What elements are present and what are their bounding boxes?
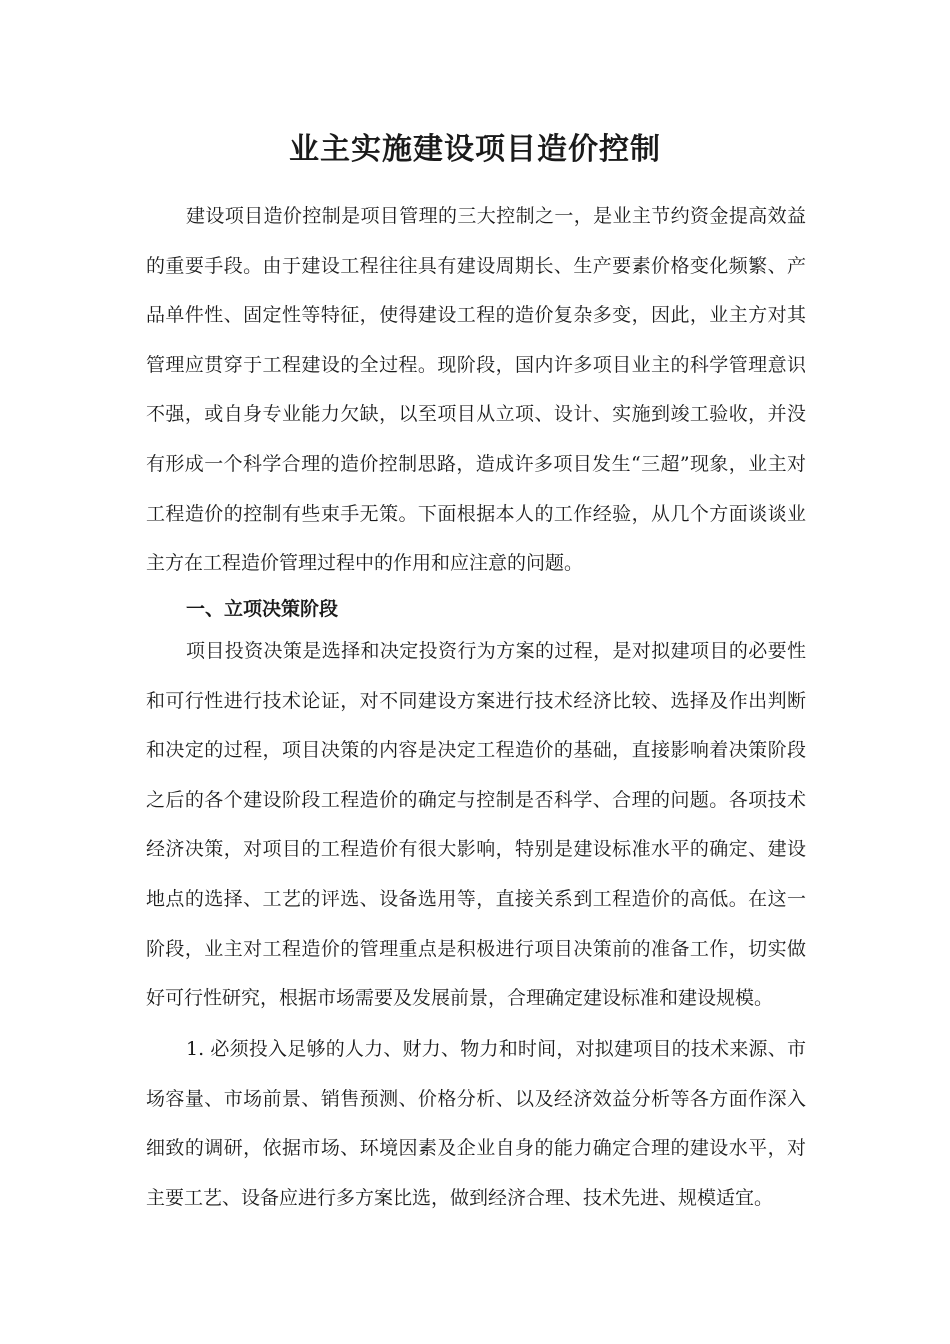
section-heading: 一、立项决策阶段: [186, 598, 339, 620]
document-title: 业主实施建设项目造价控制: [289, 132, 661, 167]
intro-paragraph: 建设项目造价控制是项目管理的三大控制之一，是业主节约资金提高效益的重要手段。由于建设工程往往具有建设周期长、生产要素价格变化频繁、产品单件性、固定性等特征，使得建设工程的造价复杂多变，因此，业主方对其管理应贯穿于工程建设的全过程。现阶段，国内许多项目业主的科学管理意识不强，或自身专业能力欠缺，以至项目从立项、设计、实施到竣工验收，并没有形成一个科学合理的造价控制思路，造成许多项目发生“三超”现象，业主对工程造价的控制有些束手无策。下面根据本人的工作经验，从几个方面谈谈业主方在工程造价管理过程中的作用和应注意的问题。: [146, 205, 806, 575]
decision-stage-paragraph: 项目投资决策是选择和决定投资行为方案的过程，是对拟建项目的必要性和可行性进行技术论证，对不同建设方案进行技术经济比较、选择及作出判断和决定的过程，项目决策的内容是决定工程造价的基础，直接影响着决策阶段之后的各个建设阶段工程造价的确定与控制是否科学、合理的问题。各项技术经济决策，对项目的工程造价有很大影响，特别是建设标准水平的确定、建设地点的选择、工艺的评选、设备选用等，直接关系到工程造价的高低。在这一阶段，业主对工程造价的管理重点是积极进行项目决策前的准备工作，切实做好可行性研究，根据市场需要及发展前景，合理确定建设标准和建设规模。: [146, 640, 806, 1010]
numbered-item-paragraph: 1. 必须投入足够的人力、财力、物力和时间，对拟建项目的技术来源、市场容量、市场前景、销售预测、价格分析、以及经济效益分析等各方面作深入细致的调研，依据市场、环境因素及企业自身的能力确定合理的建设水平，对主要工艺、设备应进行多方案比选，做到经济合理、技术先进、规模适宜。: [146, 1038, 806, 1209]
